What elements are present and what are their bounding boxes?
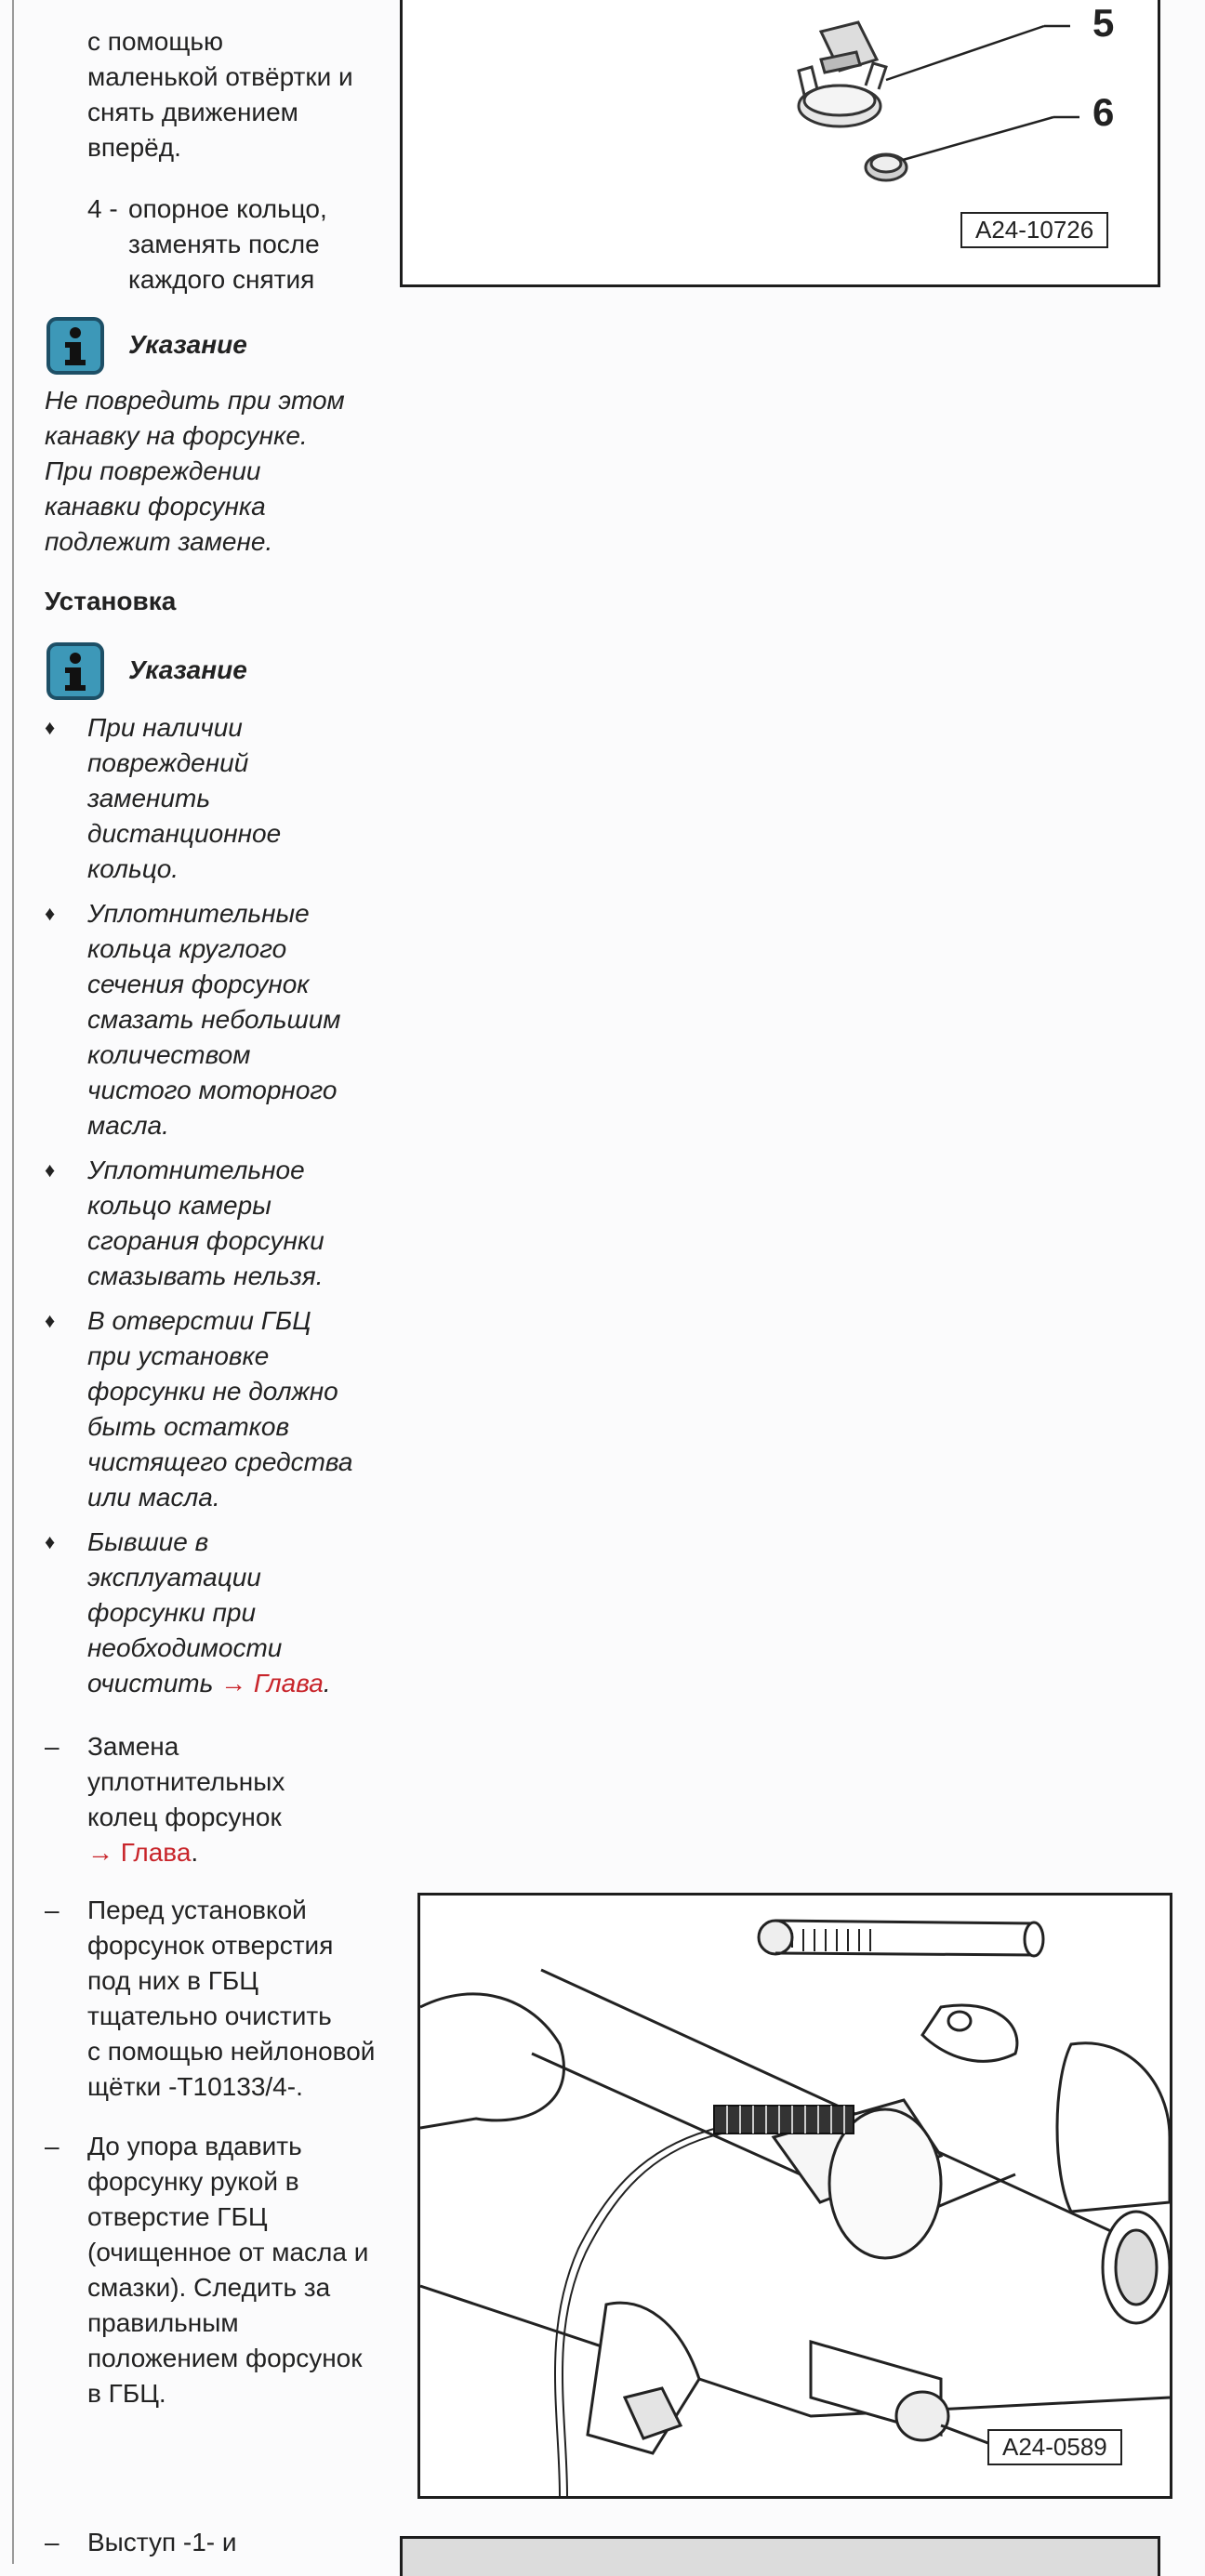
bullet-line: количеством — [87, 1040, 251, 1069]
punctuation: . — [323, 1669, 331, 1698]
bullet-text: очистить — [87, 1669, 221, 1698]
figure-code: A24-0589 — [987, 2429, 1122, 2465]
step-line: тщательно очистить — [87, 2001, 332, 2030]
step-dash: – — [45, 1896, 60, 1924]
item-number: 4 - — [87, 194, 118, 223]
intro-line: снять движением — [87, 98, 298, 126]
step-line: Выступ -1- и — [87, 2528, 237, 2556]
bullet-line: При наличии — [87, 713, 243, 742]
notice-line: канавки форсунка — [45, 492, 266, 521]
step-dash: – — [45, 1732, 60, 1761]
step-line: в ГБЦ. — [87, 2379, 166, 2408]
bullet-line: Уплотнительное — [87, 1156, 305, 1184]
step-line: правильным — [87, 2308, 239, 2337]
item-line: заменять после — [128, 230, 320, 258]
bullet-line: сечения форсунок — [87, 970, 310, 998]
intro-line: с помощью — [87, 27, 223, 56]
bullet-line: кольца круглого — [87, 934, 287, 963]
intro-line: вперёд. — [87, 133, 181, 162]
bullet-line: дистанционное — [87, 819, 282, 848]
step-line: форсунок отверстия — [87, 1931, 334, 1960]
step-line: Перед установкой — [87, 1896, 307, 1924]
bullet-line: смазать небольшим — [87, 1005, 341, 1034]
bullet-line: сгорания форсунки — [87, 1226, 324, 1255]
step-dash: – — [45, 2132, 60, 2160]
step-line: До упора вдавить — [87, 2132, 302, 2160]
step-line: Замена — [87, 1732, 179, 1761]
bullet-line: масла. — [87, 1111, 169, 1140]
figure-bore-cleaning — [417, 1893, 1172, 2499]
bullet-line: при установке — [87, 1341, 270, 1370]
notice-label: Указание — [128, 330, 247, 359]
bullet-line: чистящего средства — [87, 1447, 353, 1476]
step-line: колец форсунок — [87, 1803, 282, 1831]
bore-cleaning-drawing — [420, 1896, 1170, 2496]
bullet-line: быть остатков — [87, 1412, 290, 1441]
step-line: под них в ГБЦ — [87, 1966, 259, 1995]
notice-line: Не повредить при этом — [45, 386, 345, 415]
notice-line: При повреждении — [45, 456, 261, 485]
bullet-diamond: ♦ — [45, 1309, 56, 1332]
bullet-line: смазывать нельзя. — [87, 1262, 324, 1290]
bullet-line: необходимости — [87, 1633, 283, 1662]
figure-next-partial — [400, 2536, 1160, 2576]
item-line: каждого снятия — [128, 265, 315, 294]
bullet-diamond: ♦ — [45, 1530, 56, 1553]
info-icon — [46, 641, 105, 701]
notice-label: Указание — [128, 655, 247, 684]
bullet-line: кольцо. — [87, 854, 179, 883]
bullet-diamond: ♦ — [45, 902, 56, 925]
step-line: отверстие ГБЦ — [87, 2202, 268, 2231]
chapter-link[interactable]: → Глава — [220, 1669, 324, 1698]
notice-line: подлежит замене. — [45, 527, 273, 556]
item-line: опорное кольцо, — [128, 194, 327, 223]
bullet-line: заменить — [87, 784, 211, 812]
info-icon — [46, 316, 105, 376]
step-line: смазки). Следить за — [87, 2273, 331, 2302]
section-heading: Установка — [45, 587, 177, 615]
bullet-line: или масла. — [87, 1483, 220, 1512]
step-line: щётки -T10133/4-. — [87, 2072, 303, 2101]
chapter-link[interactable]: → Глава — [87, 1838, 192, 1867]
callout-6: 6 — [1092, 90, 1115, 134]
step-dash: – — [45, 2528, 60, 2556]
bullet-line: эксплуатации — [87, 1563, 261, 1592]
bullet-line: чистого моторного — [87, 1076, 338, 1104]
step-line-with-link — [87, 1835, 198, 1870]
punctuation: . — [191, 1838, 199, 1867]
step-line: с помощью нейлоновой — [87, 2037, 376, 2066]
bullet-line: В отверстии ГБЦ — [87, 1306, 311, 1335]
figure-injector-parts — [400, 0, 1160, 287]
page-left-rule — [12, 0, 14, 2564]
bullet-line: форсунки не должно — [87, 1377, 338, 1406]
bullet-line: Бывшие в — [87, 1527, 209, 1556]
bullet-line: кольцо камеры — [87, 1191, 271, 1220]
step-line: форсунку рукой в — [87, 2167, 299, 2196]
figure-code: A24-10726 — [960, 212, 1108, 248]
bullet-line-with-link — [87, 1666, 331, 1701]
bullet-line: Уплотнительные — [87, 899, 310, 928]
callout-5: 5 — [1092, 1, 1115, 45]
bullet-diamond: ♦ — [45, 1158, 56, 1182]
intro-line: маленькой отвёртки и — [87, 62, 353, 91]
bullet-diamond: ♦ — [45, 716, 56, 739]
notice-line: канавку на форсунке. — [45, 421, 308, 450]
step-line: (очищенное от масла и — [87, 2238, 369, 2266]
bullet-line: повреждений — [87, 748, 249, 777]
step-line: уплотнительных — [87, 1767, 285, 1796]
bullet-line: форсунки при — [87, 1598, 257, 1627]
step-line: положением форсунок — [87, 2344, 363, 2372]
